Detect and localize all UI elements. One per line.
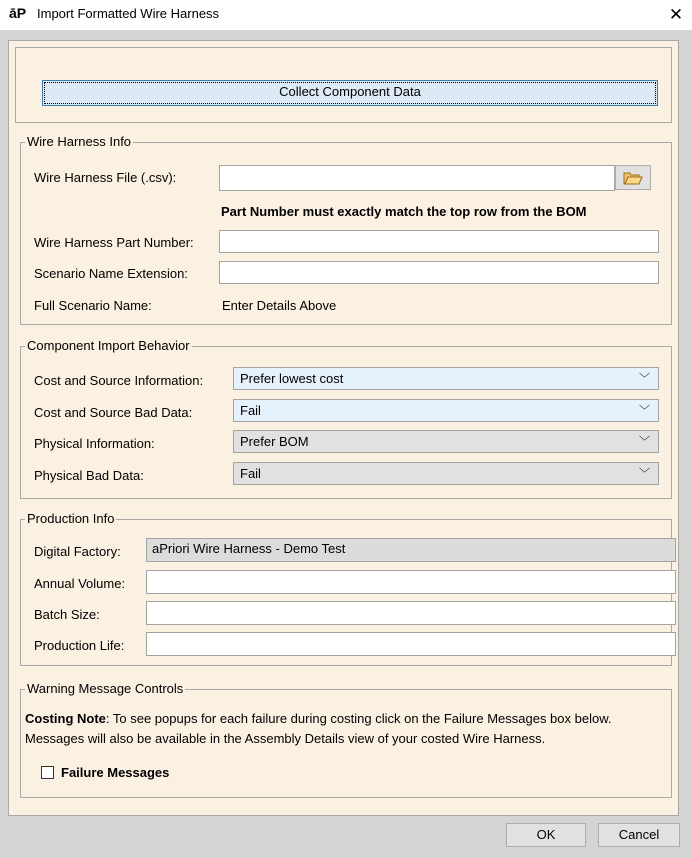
scenario-extension-label: Scenario Name Extension: — [34, 266, 188, 281]
costing-note-text: : To see popups for each failure during costing click on the Failure Messages box below. Messages will also be available in the Assembly Details view of your costed Wire Harness. — [25, 711, 612, 746]
failure-messages-label[interactable]: Failure Messages — [61, 765, 170, 780]
part-number-input[interactable] — [219, 230, 659, 253]
app-logo: āP — [9, 5, 27, 21]
warning-controls-legend: Warning Message Controls — [27, 681, 184, 696]
cost-source-bad-data-label: Cost and Source Bad Data: — [34, 405, 193, 420]
cost-source-bad-data-select[interactable] — [233, 399, 659, 422]
chevron-down-icon: ﹀ — [639, 373, 650, 385]
browse-file-button[interactable] — [615, 165, 651, 190]
main-panel — [8, 40, 679, 816]
failure-messages-checkbox[interactable] — [41, 766, 54, 779]
physical-info-value: Prefer BOM — [240, 434, 309, 449]
chevron-down-icon: ﹀ — [639, 468, 650, 480]
physical-info-select[interactable] — [233, 430, 659, 453]
folder-open-icon — [623, 170, 643, 186]
annual-volume-input[interactable] — [146, 570, 676, 594]
part-number-notice: Part Number must exactly match the top row from the BOM — [221, 204, 587, 219]
collect-component-data-button[interactable]: Collect Component Data — [42, 80, 658, 106]
digital-factory-field: aPriori Wire Harness - Demo Test — [146, 538, 676, 562]
batch-size-input[interactable] — [146, 601, 676, 625]
physical-info-label: Physical Information: — [34, 436, 155, 451]
ok-button[interactable]: OK — [506, 823, 586, 847]
component-import-legend: Component Import Behavior — [27, 338, 190, 353]
cost-source-info-label: Cost and Source Information: — [34, 373, 204, 388]
cost-source-info-value: Prefer lowest cost — [240, 371, 344, 386]
cost-source-info-select[interactable] — [233, 367, 659, 390]
title-bar — [0, 0, 692, 30]
cost-source-bad-data-value: Fail — [240, 403, 261, 418]
costing-note — [25, 709, 665, 749]
scenario-extension-input[interactable] — [219, 261, 659, 284]
full-scenario-name-value: Enter Details Above — [222, 298, 337, 313]
part-number-label: Wire Harness Part Number: — [34, 235, 194, 250]
production-life-input[interactable] — [146, 632, 676, 656]
chevron-down-icon: ﹀ — [639, 405, 650, 417]
costing-note-title: Costing Note — [25, 711, 106, 726]
wire-harness-file-input[interactable] — [219, 165, 615, 191]
production-info-legend: Production Info — [27, 511, 115, 526]
full-scenario-name-label: Full Scenario Name: — [34, 298, 152, 313]
cancel-button[interactable]: Cancel — [598, 823, 680, 847]
annual-volume-label: Annual Volume: — [34, 576, 126, 591]
production-life-label: Production Life: — [34, 638, 125, 653]
close-icon[interactable]: ✕ — [668, 5, 684, 24]
dialog-client-area — [0, 30, 692, 858]
physical-bad-data-label: Physical Bad Data: — [34, 468, 144, 483]
chevron-down-icon: ﹀ — [639, 436, 650, 448]
wire-harness-info-legend: Wire Harness Info — [27, 134, 132, 149]
window-title: Import Formatted Wire Harness — [37, 6, 220, 21]
wire-harness-file-label: Wire Harness File (.csv): — [34, 170, 177, 185]
physical-bad-data-select[interactable] — [233, 462, 659, 485]
physical-bad-data-value: Fail — [240, 466, 261, 481]
batch-size-label: Batch Size: — [34, 607, 100, 622]
digital-factory-label: Digital Factory: — [34, 544, 121, 559]
